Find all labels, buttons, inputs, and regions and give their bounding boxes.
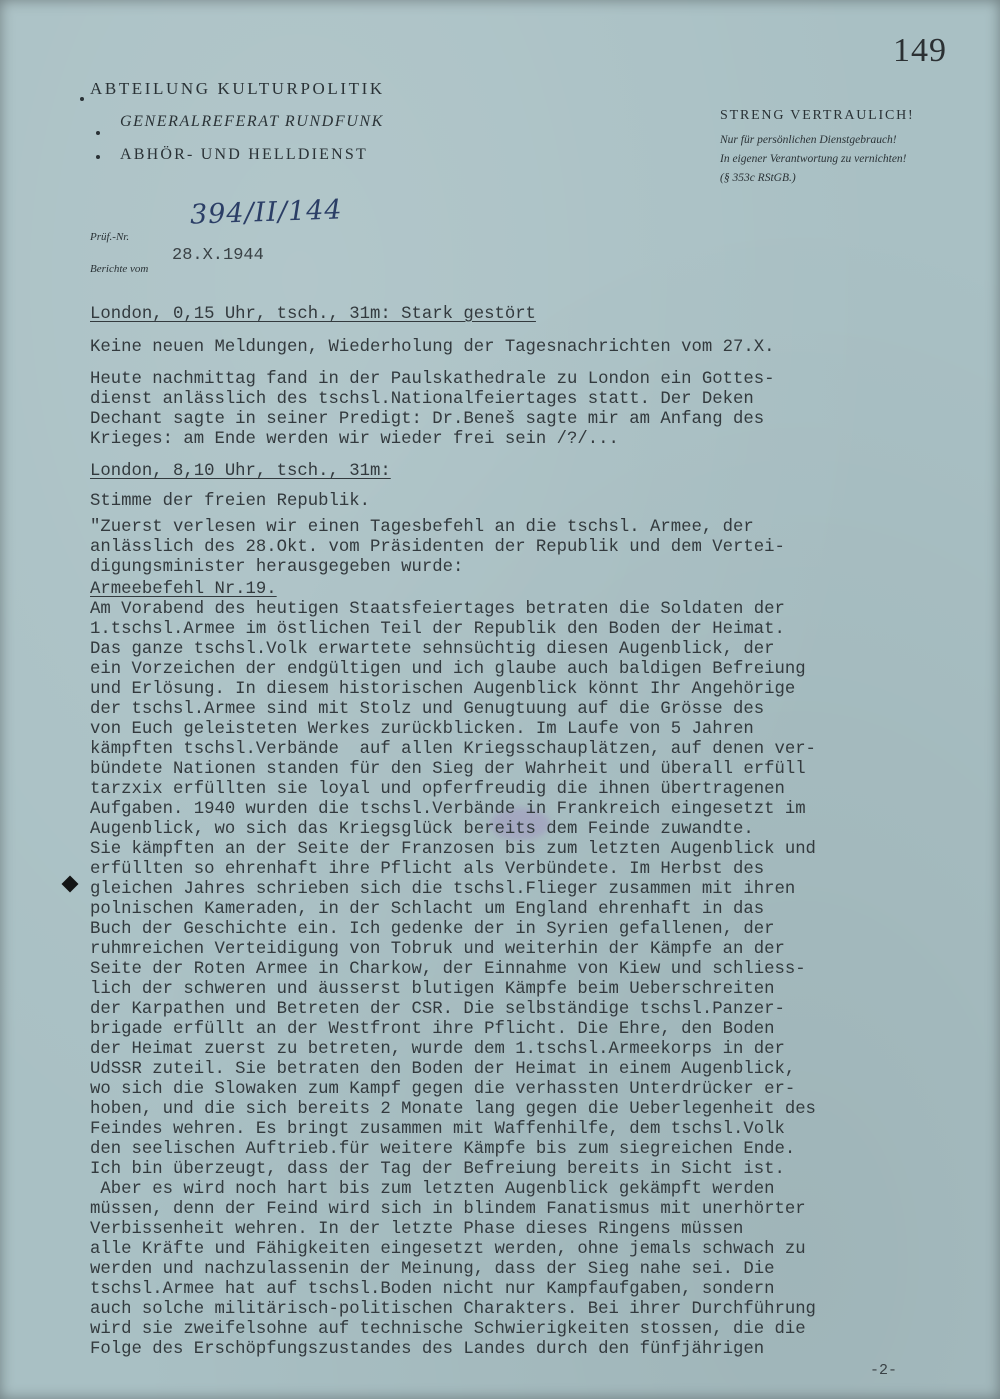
folio-number: 149 xyxy=(893,32,947,69)
text-line: anlässlich des 28.Okt. vom Präsidenten der Republik und dem Vertei- xyxy=(90,538,785,557)
text-line: alle Kräfte und Fähigkeiten eingesetzt werden, ohne jemals schwach zu xyxy=(90,1240,806,1259)
text-line: wo sich die Slowaken zum Kampf gegen die verhassten Unterdrücker er- xyxy=(90,1080,796,1099)
text-line: müssen, denn der Feind wird sich in blindem Fanatismus mit unerhörter xyxy=(90,1200,806,1219)
text-line: auch solche militärisch-politischen Charakters. Bei ihrer Durchführung xyxy=(90,1300,816,1319)
confidential-law-ref: (§ 353c RStGB.) xyxy=(720,172,796,184)
bullet-dot xyxy=(80,97,84,101)
text-line: Am Vorabend des heutigen Staatsfeiertages betraten die Soldaten der xyxy=(90,600,785,619)
text-line: 1.tschsl.Armee im östlichen Teil der Republik den Boden der Heimat. xyxy=(90,620,785,639)
text-line: wird sie zweifelsohne auf technische Schwierigkeiten stossen, die die xyxy=(90,1320,806,1339)
report-date: 28.X.1944 xyxy=(172,246,264,265)
text-line: Keine neuen Meldungen, Wiederholung der Tagesnachrichten vom 27.X. xyxy=(90,338,775,357)
text-line: Aufgaben. 1940 wurden die tschsl.Verbände in Frankreich eingesetzt im xyxy=(90,800,806,819)
text-line: der Karpathen und Betreten der CSR. Die selbständige tschsl.Panzer- xyxy=(90,1000,785,1019)
department-title: ABTEILUNG KULTURPOLITIK xyxy=(90,79,385,98)
text-line: UdSSR zuteil. Sie betraten den Boden der Heimat in einem Augenblick, xyxy=(90,1060,796,1079)
text-line: werden und nachzulassenin der Meinung, dass der Sieg nahe sei. Die xyxy=(90,1260,775,1279)
order-title: Armeebefehl Nr.19. xyxy=(90,580,277,599)
broadcast-header: London, 0,15 Uhr, tsch., 31m: Stark gestört xyxy=(90,305,536,324)
text-line: ein Vorzeichen der endgültigen und ich glaube auch baldigen Befreiung xyxy=(90,660,806,679)
page-number: -2- xyxy=(870,1362,898,1379)
pruef-nr-handwritten: 394/II/144 xyxy=(189,194,344,231)
text-line: Ich bin überzeugt, dass der Tag der Befreiung bereits in Sicht ist. xyxy=(90,1160,785,1179)
text-line: der tschsl.Armee sind mit Stolz und Genugtuung auf die Grösse des xyxy=(90,700,765,719)
text-line: dienst anlässlich des tschsl.Nationalfeiertages statt. Der Deken xyxy=(90,390,754,409)
text-line: digungsminister herausgegeben wurde: xyxy=(90,558,464,577)
text-line: Feindes wehren. Es bringt zusammen mit Waffenhilfe, dem tschsl.Volk xyxy=(90,1120,785,1139)
text-line: bündete Nationen standen für den Sieg der Wahrheit und überall erfüll xyxy=(90,760,806,779)
text-line: "Zuerst verlesen wir einen Tagesbefehl an die tschsl. Armee, der xyxy=(90,518,754,537)
broadcast-header: London, 8,10 Uhr, tsch., 31m: xyxy=(90,462,391,481)
text-line: kämpften tschsl.Verbände auf allen Kriegsschauplätzen, auf denen ver- xyxy=(90,740,816,759)
text-line: von Euch geleisteten Werkes zurückblicken. Im Laufe von 5 Jahren xyxy=(90,720,754,739)
text-line: Augenblick, wo sich das Kriegsglück bereits dem Feinde zuwandte. xyxy=(90,820,754,839)
text-line: ruhmreichen Verteidigung von Tobruk und weiterhin der Kämpfe an der xyxy=(90,940,785,959)
pruef-nr-label: Prüf.-Nr. xyxy=(90,231,130,243)
text-line: Seite der Roten Armee in Charkow, der Einnahme von Kiew und schliess- xyxy=(90,960,806,979)
confidential-note: Nur für persönlichen Dienstgebrauch! xyxy=(720,134,897,146)
text-line: Verbissenheit wehren. In der letzte Phase dieses Ringens müssen xyxy=(90,1220,744,1239)
text-line: tarzxix erfüllten sie loyal und opferfreudig die ihnen übertragenen xyxy=(90,780,785,799)
text-line: polnischen Kameraden, in der Schlacht um England ehrenhaft in das xyxy=(90,900,765,919)
confidential-note: In eigener Verantwortung zu vernichten! xyxy=(720,153,907,165)
text-line: lich der schweren und äusserst blutigen Kämpfe beim Ueberschreiten xyxy=(90,980,775,999)
text-line: tschsl.Armee hat auf tschsl.Boden nicht nur Kampfaufgaben, sondern xyxy=(90,1280,775,1299)
text-line: Folge des Erschöpfungszustandes des Landes durch den fünfjährigen xyxy=(90,1340,765,1359)
text-line: den seelischen Auftrieb.für weitere Kämpfe bis zum siegreichen Ende. xyxy=(90,1140,796,1159)
department-service: ABHÖR- UND HELLDIENST xyxy=(120,146,368,163)
bullet-dot xyxy=(96,131,100,135)
text-line: gleichen Jahres schrieben sich die tschsl.Flieger zusammen mit ihren xyxy=(90,880,796,899)
text-line: brigade erfüllt an der Westfront ihre Pflicht. Die Ehre, den Boden xyxy=(90,1020,775,1039)
text-line: Heute nachmittag fand in der Paulskathedrale zu London ein Gottes- xyxy=(90,370,775,389)
berichte-label: Berichte vom xyxy=(90,263,149,275)
bullet-dot xyxy=(96,155,100,159)
text-line: hoben, und die sich bereits 2 Monate lang gegen die Ueberlegenheit des xyxy=(90,1100,816,1119)
department-subtitle: GENERALREFERAT RUNDFUNK xyxy=(120,113,384,130)
text-line: erfüllten so ehrenhaft ihre Pflicht als Verbündete. Im Herbst des xyxy=(90,860,765,879)
text-line: Stimme der freien Republik. xyxy=(90,492,371,511)
punch-mark xyxy=(62,876,79,893)
text-line: Das ganze tschsl.Volk erwartete sehnsüchtig diesen Augenblick, der xyxy=(90,640,775,659)
text-line: Sie kämpften an der Seite der Franzosen bis zum letzten Augenblick und xyxy=(90,840,816,859)
text-line: Krieges: am Ende werden wir wieder frei sein /?/... xyxy=(90,430,619,449)
text-line: der Heimat zuerst zu betreten, wurde dem 1.tschsl.Armeekorps in der xyxy=(90,1040,785,1059)
text-line: und Erlösung. In diesem historischen Augenblick könnt Ihr Angehörige xyxy=(90,680,796,699)
text-line: Dechant sagte in seiner Predigt: Dr.Beneš sagte mir am Anfang des xyxy=(90,410,765,429)
text-line: Buch der Geschichte ein. Ich gedenke der in Syrien gefallenen, der xyxy=(90,920,775,939)
confidential-heading: STRENG VERTRAULICH! xyxy=(720,108,915,123)
text-line: Aber es wird noch hart bis zum letzten Augenblick gekämpft werden xyxy=(90,1180,775,1199)
